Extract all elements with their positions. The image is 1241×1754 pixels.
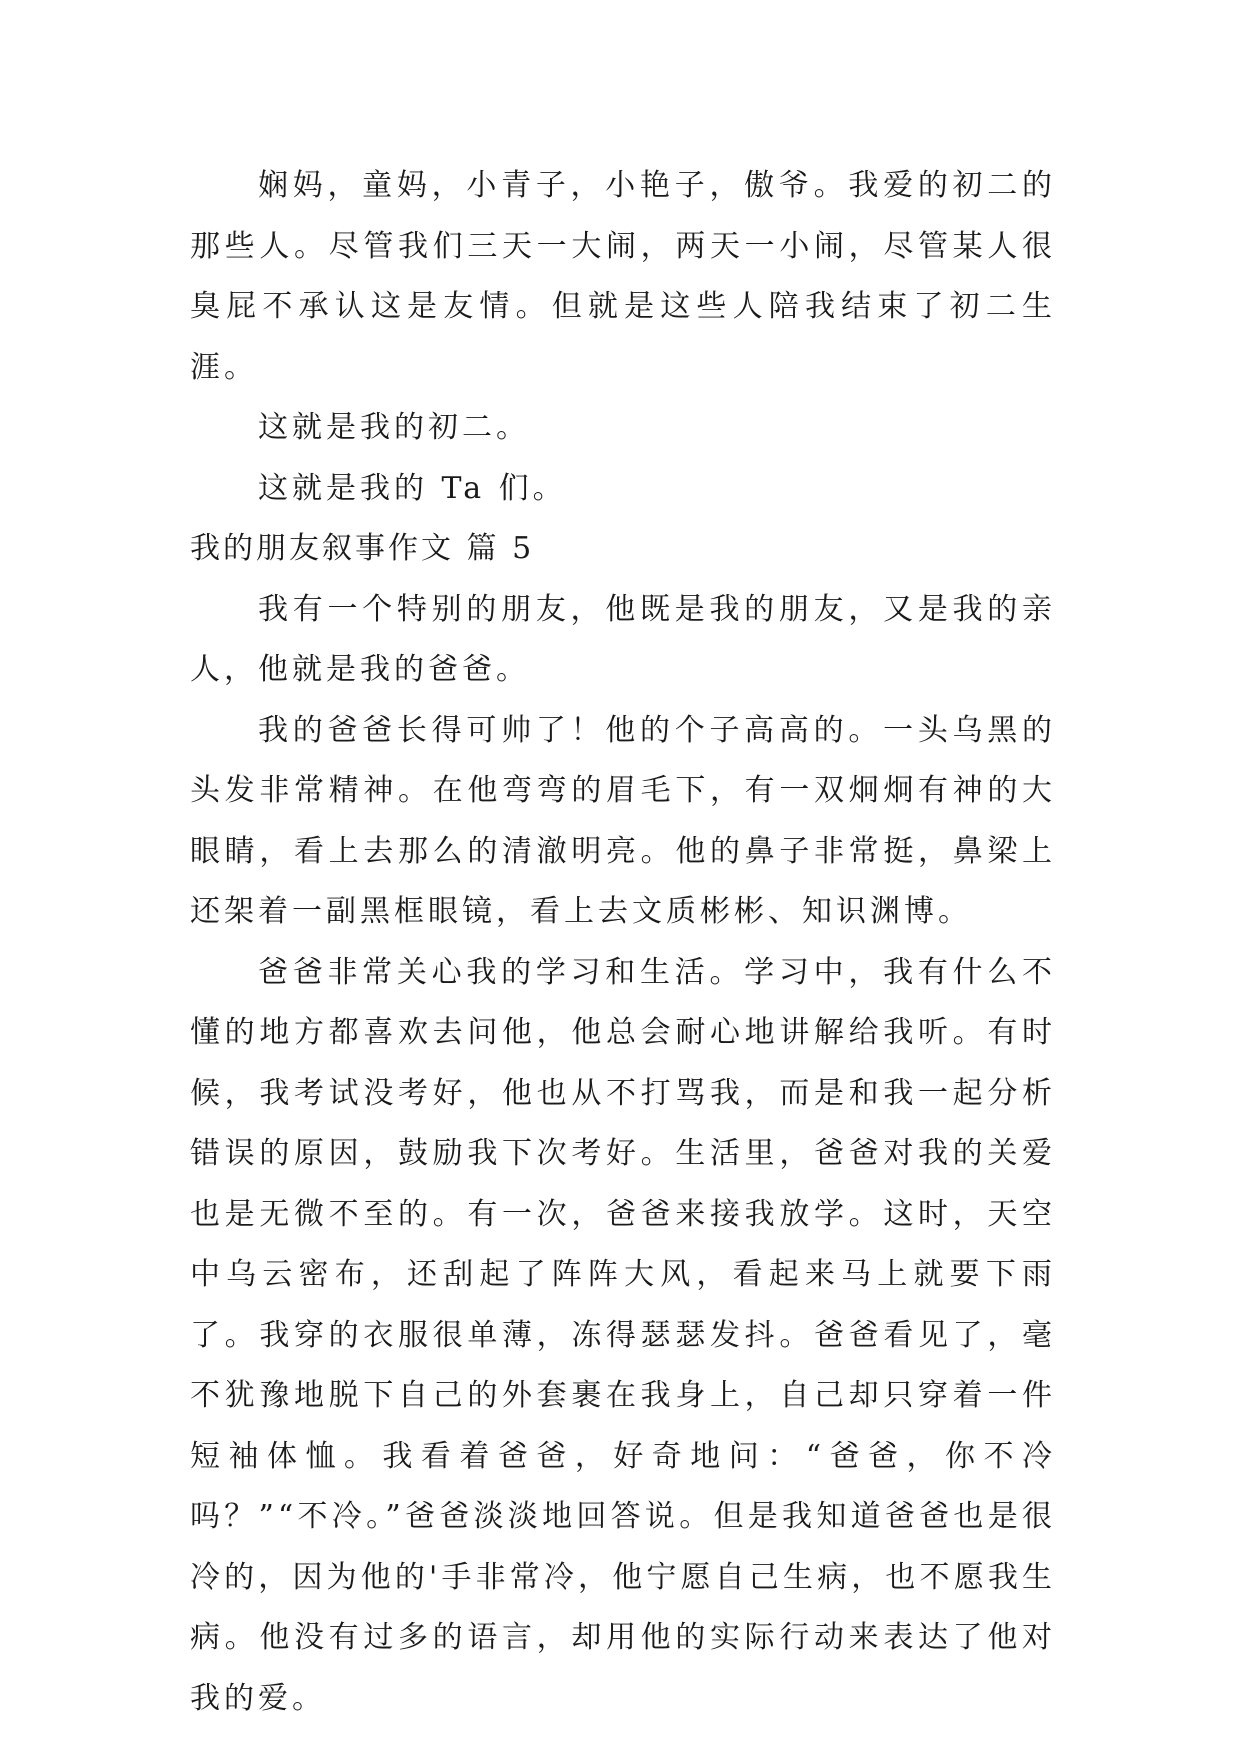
paragraph-friends: 娴妈，童妈，小青子，小艳子，傲爷。我爱的初二的那些人。尽管我们三天一大闹，两天一小闹，尽管某人很臭屁不承认这是友情。但就是这些人陪我结束了初二生涯。	[190, 168, 1056, 385]
paragraph-my-grade-two: 这就是我的初二。	[258, 410, 530, 445]
document-page	[190, 156, 1056, 1729]
essay-heading: 我的朋友叙事作文 篇 5	[190, 531, 535, 566]
paragraph-special-friend: 我有一个特别的朋友，他既是我的朋友，又是我的亲人，他就是我的爸爸。	[190, 591, 1056, 687]
paragraph-my-ta-men: 这就是我的 Ta 们。	[258, 470, 567, 506]
paragraph-dad-appearance: 我的爸爸长得可帅了！他的个子高高的。一头乌黑的头发非常精神。在他弯弯的眉毛下，有一双炯炯有神的大眼睛，看上去那么的清澈明亮。他的鼻子非常挺，鼻梁上还架着一副黑框眼镜，看上去文质彬彬、知识渊博。	[190, 712, 1056, 929]
paragraph-dad-care: 爸爸非常关心我的学习和生活。学习中，我有什么不懂的地方都喜欢去问他，他总会耐心地讲解给我听。有时候，我考试没考好，他也从不打骂我，而是和我一起分析错误的原因，鼓励我下次考好。生活里，爸爸对我的关爱也是无微不至的。有一次，爸爸来接我放学。这时，天空中乌云密布，还刮起了阵阵大风，看起来马上就要下雨了。我穿的衣服很单薄，冻得瑟瑟发抖。爸爸看见了，毫不犹豫地脱下自己的外套裹在我身上，自己却只穿着一件短袖体恤。我看着爸爸，好奇地问：“爸爸，你不冷吗？”“不冷。”爸爸淡淡地回答说。但是我知道爸爸也是很冷的，因为他的'手非常冷，他宁愿自己生病，也不愿我生病。他没有过多的语言，却用他的实际行动来表达了他对我的爱。	[190, 954, 1056, 1716]
